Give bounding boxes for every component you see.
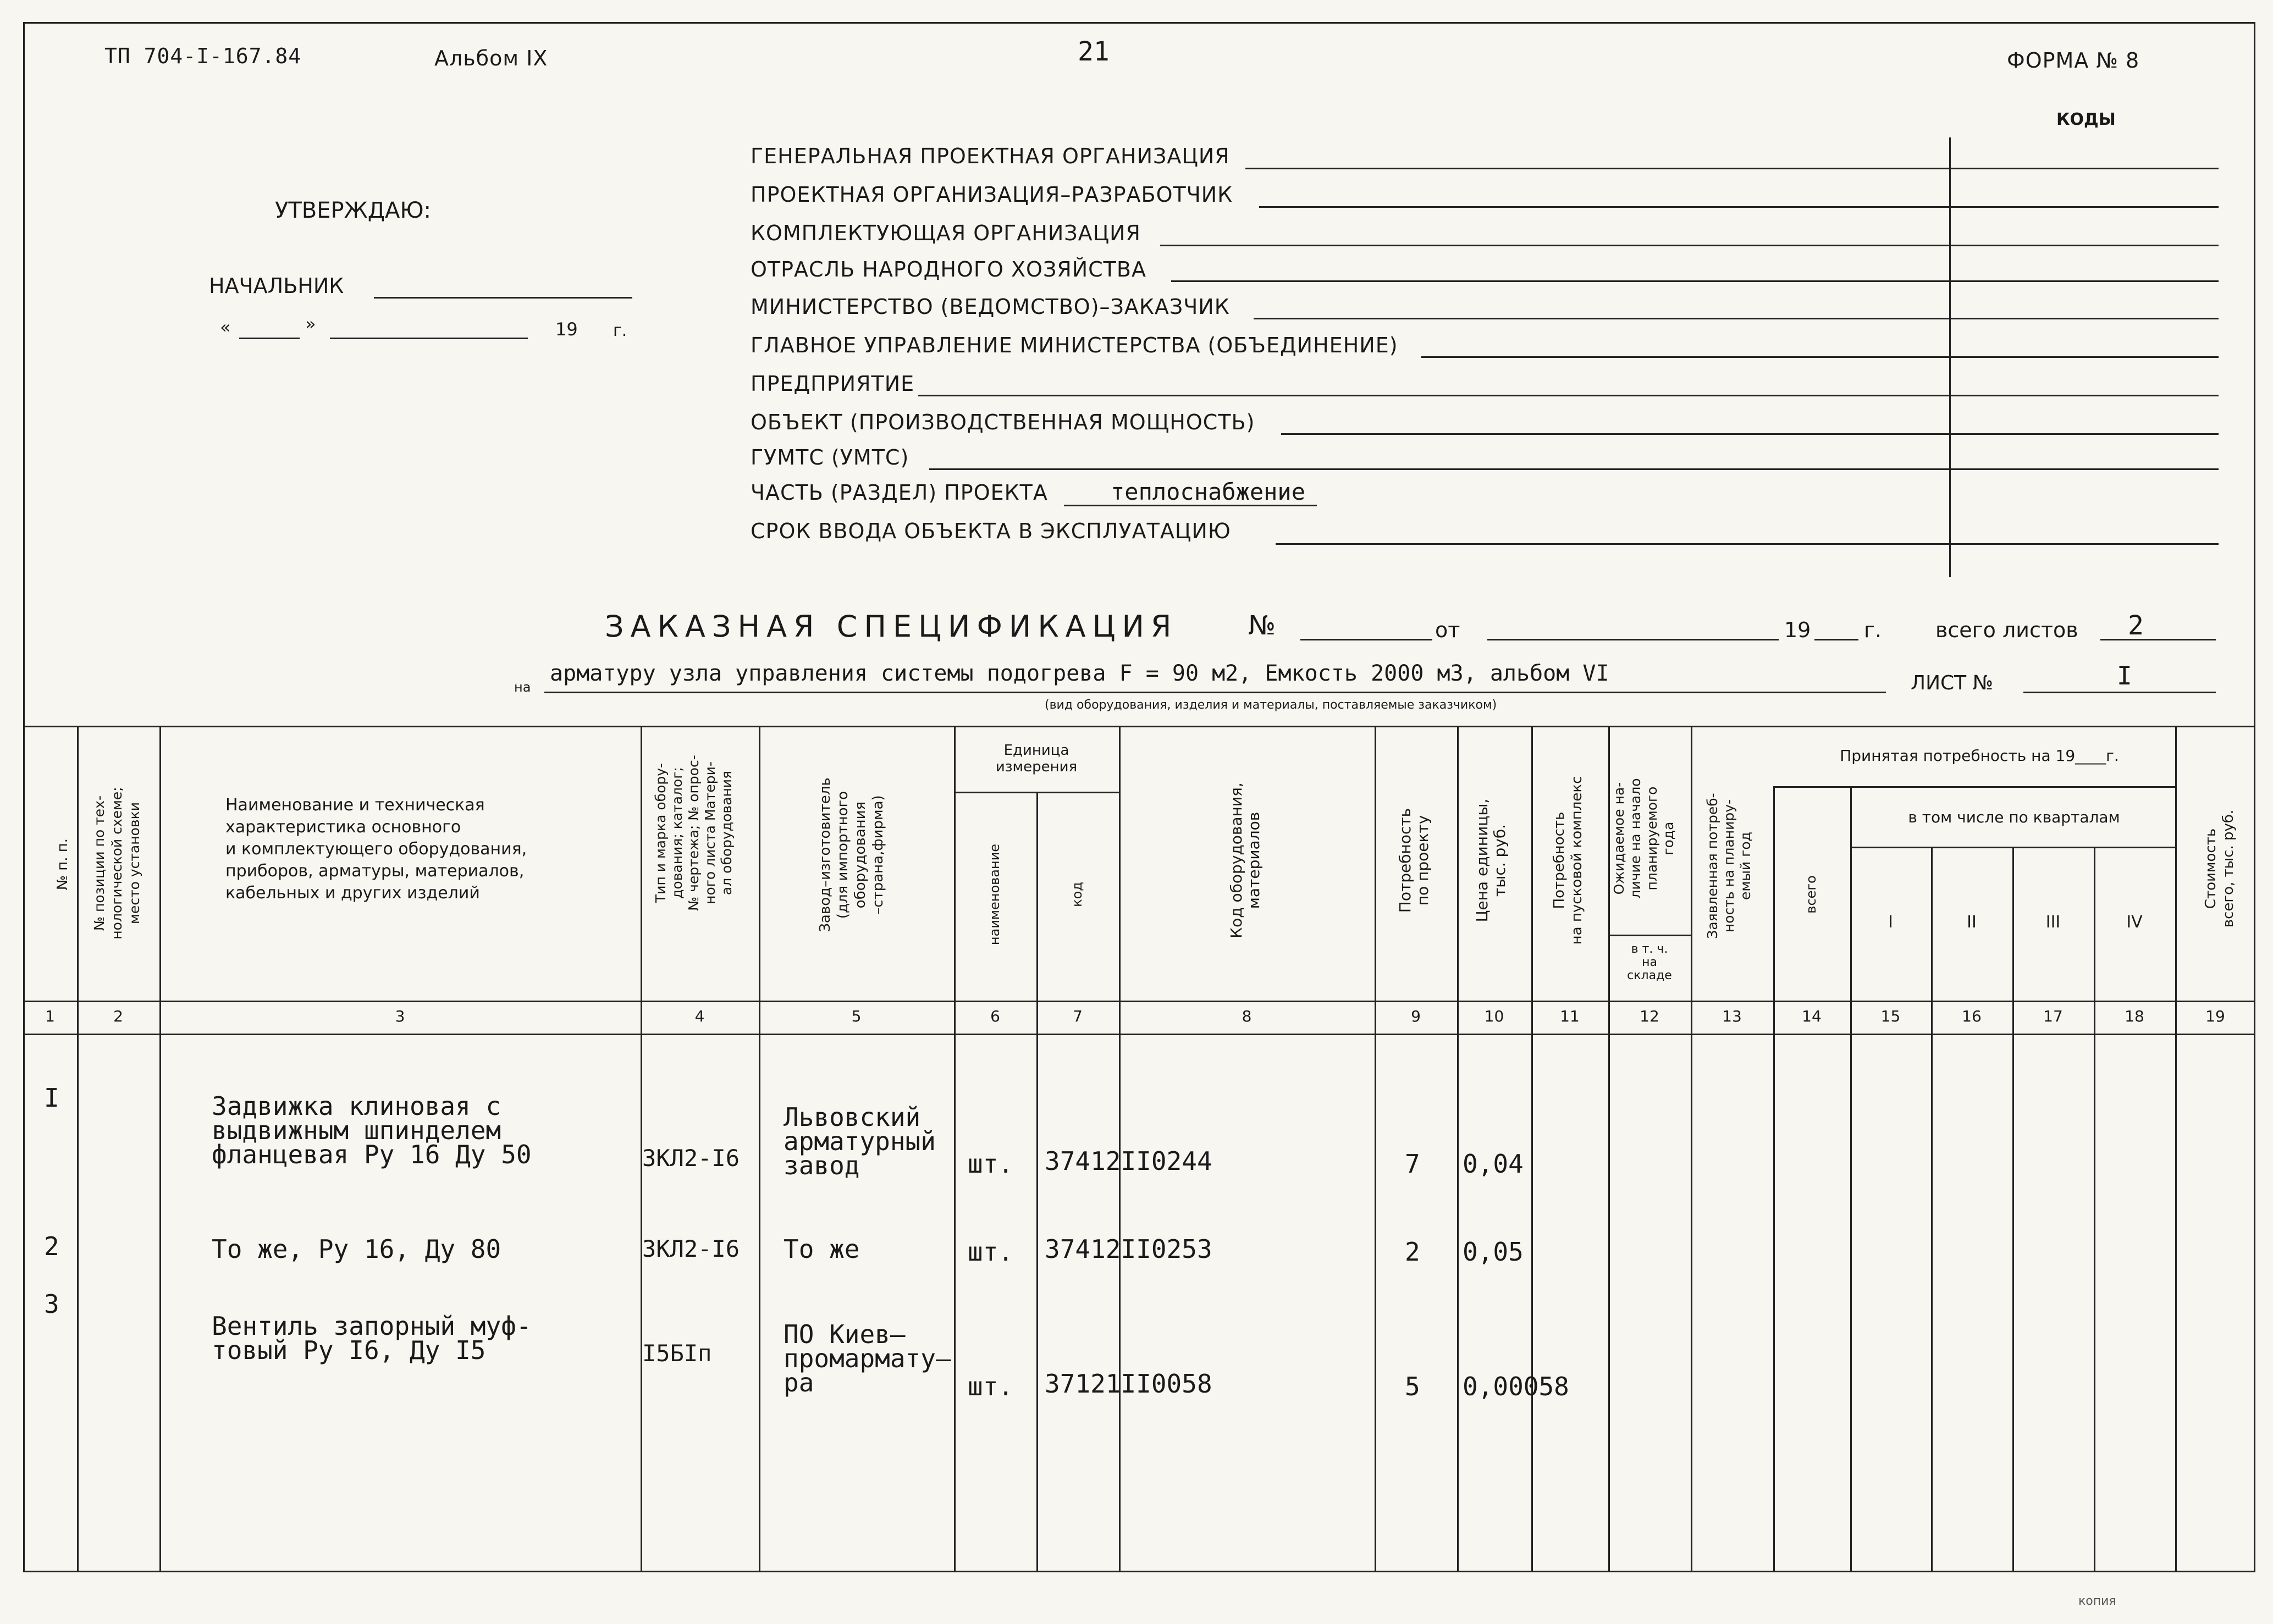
col-title-3: Наименование и техническая характеристика основного и комплектующего оборудования, приборов, арматуры, материалов, кабельных и других изделий [225,796,527,903]
org-label-enterprise: ПРЕДПРИЯТИЕ [751,372,915,396]
col-divider [954,726,956,1572]
org-label-ministry: МИНИСТЕРСТВО (ВЕДОМСТВО)–ЗАКАЗЧИК [751,295,1230,319]
item-qty: 7 [1405,1149,1420,1179]
col-title-5: Завод–изготовитель (для импортного оборудования –страна,фирма) [817,777,886,932]
org-label-completing: КОМПЛЕКТУЮЩАЯ ОРГАНИЗАЦИЯ [751,221,1141,245]
col-title-4: Тип и марка обору- дования; каталог; № чертежа; № опрос- ного листа Матери- ал оборудования [653,755,735,911]
org-label-gumts: ГУМТС (УМТС) [751,445,909,469]
col-divider [1531,726,1533,1572]
date-year-prefix: 19 [555,319,578,340]
copy-mark: копия [2078,1594,2116,1608]
unit-group-header: Единица измерения [995,742,1078,775]
stock-sub-header: в т. ч. на складе [1627,942,1672,982]
date-year-suffix: г. [613,321,627,340]
col-divider [1457,726,1459,1572]
org-label-object: ОБЪЕКТ (ПРОИЗВОДСТВЕННАЯ МОЩНОСТЬ) [751,410,1255,434]
item-code: 37121II0058 [1045,1369,1212,1399]
quarters-group-header: в том числе по кварталам [1908,808,2120,826]
item-price: 0,04 [1463,1149,1524,1179]
item-code: 37412II0253 [1045,1234,1212,1264]
spec-year-suffix: г. [1864,618,1882,642]
date-month-line[interactable] [330,338,528,339]
form-number: ФОРМА № 8 [2007,48,2140,73]
col-num: 11 [1560,1007,1580,1025]
col-divider [1850,786,1852,1572]
col-title-15: I [1888,913,1893,932]
item-type: I5БIп [642,1340,712,1367]
spec-from-label: от [1435,618,1460,642]
table-colnum-bottom-rule [23,1034,2255,1035]
item-code: 37412II0244 [1045,1146,1212,1176]
col-divider [1036,792,1038,1572]
col-num: 12 [1640,1007,1659,1025]
col-num: 9 [1411,1007,1421,1025]
sheet-number-line[interactable] [2023,692,2216,693]
col-title-16: II [1967,913,1977,932]
col-title-19: Стоимость всего, тыс. руб. [2203,809,2237,928]
col-title-12: Ожидаемое на- личие на начало планируемого года [1611,778,1676,899]
org-line-developer[interactable] [1259,206,2219,208]
col-divider [1608,726,1610,1572]
col-divider [2012,847,2014,1572]
sheet-label: ЛИСТ № [1911,672,1994,694]
col-divider [77,726,79,1572]
item-unit: шт. [968,1372,1014,1401]
org-label-main-dept: ГЛАВНОЕ УПРАВЛЕНИЕ МИНИСТЕРСТВА (ОБЪЕДИНЕНИЕ) [751,333,1398,357]
org-label-industry: ОТРАСЛЬ НАРОДНОГО ХОЗЯЙСТВА [751,257,1146,281]
spec-number-line[interactable] [1300,639,1432,640]
total-sheets-label: всего листов [1935,618,2078,642]
col-title-11: Потребность на пусковой комплекс [1551,776,1585,945]
item-type: ЗКЛ2-I6 [642,1145,740,1172]
spec-title: ЗАКАЗНАЯ СПЕЦИФИКАЦИЯ [605,609,1178,644]
col-divider [1931,847,1933,1572]
album-label: Альбом IX [434,46,548,70]
org-line-project-part[interactable] [1064,505,1317,506]
col-divider [2094,847,2095,1572]
item-price: 0,05 [1463,1237,1524,1267]
item-maker: ПО Киев– промармату– ра [784,1319,951,1397]
col-divider [1375,726,1376,1572]
col-num: 4 [694,1007,705,1025]
col-num: 6 [990,1007,1000,1025]
col-num: 5 [851,1007,862,1025]
page-number: 21 [1078,36,1110,67]
item-name: Задвижка клиновая с выдвижным шпинделем фланцевая Ру 16 Ду 50 [212,1091,532,1169]
col-title-7: код [1069,882,1085,907]
item-unit: шт. [968,1149,1014,1179]
col-title-6: наименование [987,843,1002,946]
row-number: 3 [44,1289,59,1319]
col-title-1: № п. п. [54,838,71,891]
col-title-8: Код оборудования, материалов [1227,782,1263,938]
project-part-value: теплоснабжение [1111,478,1306,505]
spec-year-label: 19 [1784,618,1811,642]
col-divider [1773,786,1775,1572]
org-line-completing[interactable] [1160,245,2219,246]
col-num: 17 [2043,1007,2063,1025]
col-num: 7 [1073,1007,1083,1025]
col-num: 10 [1484,1007,1504,1025]
stock-sub-rule [1608,935,1691,936]
item-name: То же, Ру 16, Ду 80 [212,1234,501,1264]
org-line-industry[interactable] [1171,280,2219,282]
spec-subject: арматуру узла управления системы подогрева F = 90 м2, Емкость 2000 м3, альбом VI [550,661,1609,686]
item-qty: 2 [1405,1237,1420,1267]
col-num: 8 [1242,1007,1252,1025]
col-title-18: IV [2126,913,2143,932]
total-sheets-value: 2 [2128,610,2144,641]
col-num: 14 [1802,1007,1822,1025]
date-quote-close: » [305,313,316,334]
spec-on-label: на [514,680,531,695]
col-title-10: Цена единицы, тыс. руб. [1473,798,1509,923]
org-line-commission-date[interactable] [1276,543,2219,545]
total-sheets-line[interactable] [2100,639,2216,640]
accepted-group-header: Принятая потребность на 19____г. [1840,747,2119,765]
item-maker: То же [784,1234,860,1264]
codes-label: КОДЫ [2056,110,2116,129]
sheet-number: I [2117,661,2132,691]
col-divider [2175,726,2177,1572]
org-label-developer: ПРОЕКТНАЯ ОРГАНИЗАЦИЯ–РАЗРАБОТЧИК [751,183,1233,207]
row-number: I [44,1083,59,1113]
item-qty: 5 [1405,1372,1420,1401]
col-divider [1691,726,1692,1572]
item-name: Вентиль запорный муф- товый Ру I6, Ду I5 [212,1311,532,1365]
col-title-14: всего [1803,875,1819,914]
item-unit: шт. [968,1237,1014,1267]
org-label-project-part: ЧАСТЬ (РАЗДЕЛ) ПРОЕКТА [751,480,1048,505]
col-num: 13 [1722,1007,1742,1025]
accepted-group-rule [1773,786,2175,788]
col-num: 2 [113,1007,123,1025]
org-label-general: ГЕНЕРАЛЬНАЯ ПРОЕКТНАЯ ОРГАНИЗАЦИЯ [751,144,1230,168]
date-day-line[interactable] [239,338,300,339]
col-title-13: Заявленная потреб- ность на планиру- емый год [1704,793,1753,939]
col-title-2: № позиции по тех- нологической схеме; место установки [91,787,142,940]
approve-heading: УТВЕРЖДАЮ: [275,198,432,223]
org-line-enterprise[interactable] [918,395,2219,396]
spec-date-line[interactable] [1487,639,1779,640]
item-price: 0,00058 [1463,1372,1569,1401]
chief-label: НАЧАЛЬНИК [209,274,344,298]
item-type: ЗКЛ2-I6 [642,1235,740,1262]
spec-number-label: № [1248,610,1276,641]
org-line-ministry[interactable] [1254,318,2219,319]
col-num: 19 [2205,1007,2225,1025]
org-line-object[interactable] [1281,433,2219,435]
col-divider [759,726,760,1572]
col-num: 16 [1962,1007,1982,1025]
col-num: 15 [1880,1007,1901,1025]
col-title-9: Потребность по проекту [1396,808,1432,913]
col-title-17: III [2045,913,2061,932]
item-maker: Львовский арматурный завод [784,1102,936,1180]
col-num: 3 [395,1007,405,1025]
chief-signature-line[interactable] [374,297,632,299]
col-num: 18 [2125,1007,2144,1025]
table-header-bottom-rule [23,1001,2255,1002]
spec-subject-line[interactable] [544,692,1886,693]
spec-subject-caption: (вид оборудования, изделия и материалы, поставляемые заказчиком) [1045,698,1497,712]
doc-code: ТП 704-I-167.84 [104,44,302,68]
spec-year-line[interactable] [1814,639,1858,640]
row-number: 2 [44,1231,59,1261]
col-num: 1 [45,1007,55,1025]
org-line-gumts[interactable] [929,468,2219,470]
date-quote-open: « [220,317,231,338]
org-label-commission-date: СРОК ВВОДА ОБЪЕКТА В ЭКСПЛУАТАЦИЮ [751,519,1231,543]
col-divider [159,726,161,1572]
table-top-rule [23,726,2255,727]
org-line-main-dept[interactable] [1421,356,2219,358]
org-line-general[interactable] [1245,168,2219,169]
